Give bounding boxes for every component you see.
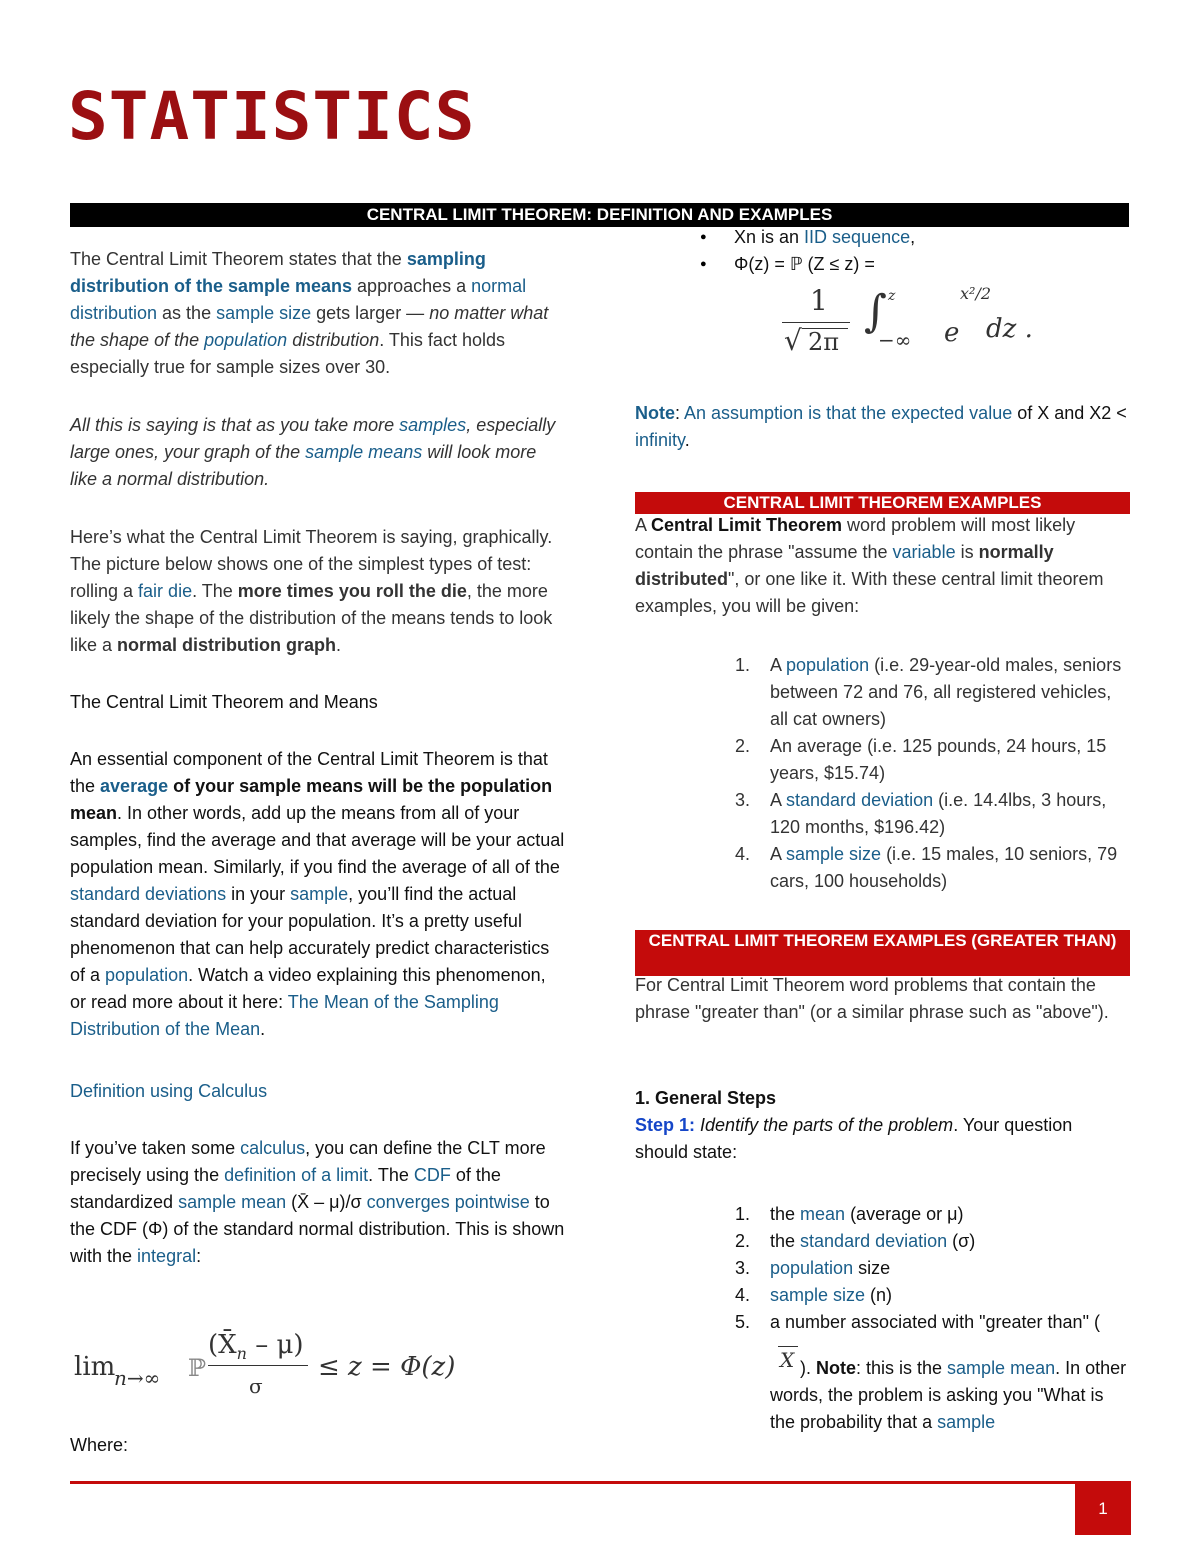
problem-parts-list bbox=[635, 1201, 1130, 1336]
link-samples[interactable]: samples bbox=[399, 415, 467, 435]
list-item bbox=[635, 1309, 1130, 1336]
item5-continuation bbox=[770, 1355, 1130, 1436]
subheading-calculus: Definition using Calculus bbox=[70, 1081, 268, 1101]
text: , the more likely the shape of the distribution of the means tends to look like a bbox=[70, 581, 553, 655]
link-converges-pointwise[interactable]: converges pointwise bbox=[366, 1192, 530, 1212]
examples-intro bbox=[635, 512, 1130, 620]
text: to the CDF (Φ) of the standard normal distribution. This is shown with the bbox=[70, 1192, 565, 1266]
text: (X̄ – μ)/σ bbox=[286, 1192, 367, 1212]
text: normally distributed bbox=[635, 542, 1054, 589]
clt-limit-formula bbox=[74, 1330, 494, 1410]
text: will look more like a normal distribution. bbox=[70, 442, 537, 489]
step1-paragraph bbox=[635, 1112, 1130, 1166]
link-sample[interactable]: sample bbox=[290, 884, 349, 904]
greater-than-intro: For Central Limit Theorem word problems that contain the phrase "greater than" (or a similar phrase such as "above"). bbox=[635, 975, 1109, 1022]
list-number: 1. bbox=[735, 1204, 751, 1224]
formula-fraction-line bbox=[208, 1365, 308, 1366]
note-paragraph bbox=[635, 400, 1130, 454]
text: . In other words, the problem is asking you "What is the probability that a bbox=[770, 1358, 1127, 1432]
integral-e: e bbox=[944, 318, 960, 348]
text: : bbox=[196, 1246, 202, 1266]
link-population-size[interactable]: population bbox=[770, 1258, 854, 1278]
text: size bbox=[853, 1258, 891, 1278]
list-item bbox=[635, 787, 1130, 841]
text: no matter what the shape of the bbox=[70, 303, 549, 350]
paragraph-explanation bbox=[70, 412, 566, 493]
text: A bbox=[635, 515, 652, 535]
integral-sign-icon: ∫ bbox=[864, 286, 887, 337]
text: normal distribution graph bbox=[117, 635, 337, 655]
text: : bbox=[675, 403, 685, 423]
text: (i.e. 29-year-old males, seniors between 72 and 76, all registered vehicles, all cat owners) bbox=[770, 655, 1122, 729]
link-population-2[interactable]: population bbox=[105, 965, 189, 985]
general-steps-heading: 1. General Steps bbox=[635, 1088, 777, 1108]
list-number: 3. bbox=[735, 1258, 751, 1278]
text: If you’ve taken some bbox=[70, 1138, 241, 1158]
list-item bbox=[635, 1255, 1130, 1282]
section-header-bar: CENTRAL LIMIT THEOREM: DEFINITION AND EXAMPLES bbox=[70, 203, 1129, 227]
list-number: 3. bbox=[735, 790, 751, 810]
text: . The bbox=[192, 581, 238, 601]
link-variable[interactable]: variable bbox=[892, 542, 956, 562]
formula-num-sub: n bbox=[236, 1344, 247, 1364]
text: A bbox=[770, 655, 787, 675]
document-title: STATISTICS bbox=[68, 78, 476, 155]
step1-label: Step 1: bbox=[635, 1115, 696, 1135]
link-normal-distribution[interactable]: normal distribution bbox=[70, 276, 527, 323]
list-item bbox=[635, 1282, 1130, 1309]
text: ). bbox=[800, 1358, 816, 1378]
text: . bbox=[336, 635, 342, 655]
link-sample-means[interactable]: sample means bbox=[305, 442, 423, 462]
text: ", or one like it. With these central limit theorem examples, you will be given: bbox=[635, 569, 1104, 616]
text: Identify the parts of the problem bbox=[700, 1115, 954, 1135]
sqrt-icon: √ bbox=[784, 324, 802, 357]
paragraph-graphically bbox=[70, 524, 566, 659]
link-population-list[interactable]: population bbox=[786, 655, 870, 675]
link-sample-mean-2[interactable]: sample mean bbox=[947, 1358, 1056, 1378]
list-number: 4. bbox=[735, 1285, 751, 1305]
text: gets larger — bbox=[311, 303, 430, 323]
text: Φ(z) = ℙ (Z ≤ z) = bbox=[734, 254, 875, 274]
integral-one: 1 bbox=[810, 284, 828, 317]
formula-numerator bbox=[208, 1330, 304, 1363]
text: : this is the bbox=[856, 1358, 948, 1378]
text: the bbox=[770, 1204, 801, 1224]
text: . bbox=[684, 430, 690, 450]
xbar-bar bbox=[778, 1346, 798, 1347]
link-calculus[interactable]: calculus bbox=[240, 1138, 306, 1158]
text: A bbox=[770, 790, 787, 810]
left-column bbox=[70, 246, 566, 1270]
text: . In other words, add up the means from all of your samples, find the average and that average will be your actual population mean. Similarly, if you find the average of all of the bbox=[70, 803, 565, 877]
text: (i.e. 15 males, 10 seniors, 79 cars, 100 households) bbox=[770, 844, 1118, 891]
paragraph-means bbox=[70, 746, 566, 1043]
list-item bbox=[635, 733, 1130, 787]
formula-prob: ℙ bbox=[188, 1354, 207, 1382]
formula-rhs: ≤ z = Φ(z) bbox=[318, 1352, 456, 1382]
note-label: Note bbox=[635, 403, 675, 423]
text: An average (i.e. 125 pounds, 24 hours, 15 years, $15.74) bbox=[770, 736, 1107, 783]
link-sample-size-list[interactable]: sample size bbox=[786, 844, 882, 864]
text: , bbox=[910, 227, 916, 247]
integral-upper: z bbox=[888, 288, 896, 304]
xbar-letter: X bbox=[780, 1348, 795, 1372]
list-item bbox=[635, 1201, 1130, 1228]
paragraph-intro bbox=[70, 246, 566, 381]
text: of X and X2 < bbox=[1012, 403, 1127, 423]
formula-denominator: σ bbox=[249, 1374, 263, 1398]
link-mean-sampling-distribution[interactable]: The Mean of the Sampling Distribution of the Mean bbox=[70, 992, 499, 1039]
examples-header-bar: CENTRAL LIMIT THEOREM EXAMPLES bbox=[635, 492, 1130, 514]
text: , you can define the CLT more precisely using the bbox=[70, 1138, 546, 1185]
list-number: 4. bbox=[735, 844, 751, 864]
text: word problem will most likely contain the phrase "assume the bbox=[635, 515, 1076, 562]
link-cdf[interactable]: CDF bbox=[413, 1165, 451, 1185]
list-number: 5. bbox=[735, 1312, 751, 1332]
formula-num-text: (X̄ bbox=[208, 1330, 237, 1360]
list-item bbox=[635, 1228, 1130, 1255]
text: the bbox=[770, 1231, 801, 1251]
text: (average or μ) bbox=[845, 1204, 964, 1224]
right-bullets bbox=[700, 224, 1130, 278]
link-mean[interactable]: mean bbox=[800, 1204, 846, 1224]
text: (σ) bbox=[947, 1231, 976, 1251]
link-integral[interactable]: integral bbox=[137, 1246, 197, 1266]
formula-num-tail: – μ) bbox=[246, 1330, 304, 1360]
text: An essential component of the Central Limit Theorem is that the bbox=[70, 749, 548, 796]
link-sample-size-2[interactable]: sample size bbox=[770, 1285, 866, 1305]
link-iid-sequence[interactable]: IID sequence bbox=[804, 227, 911, 247]
link-standard-deviations[interactable]: standard deviations bbox=[70, 884, 227, 904]
integral-exponent: x²/2 bbox=[960, 284, 992, 303]
list-number: 1. bbox=[735, 655, 751, 675]
bullet-phi bbox=[664, 251, 1130, 278]
text: Note bbox=[816, 1358, 856, 1378]
text: Central Limit Theorem bbox=[651, 515, 843, 535]
list-number: 2. bbox=[735, 736, 751, 756]
link-average[interactable]: average bbox=[100, 776, 169, 796]
phi-integral-formula bbox=[782, 284, 1062, 364]
text: (n) bbox=[865, 1285, 893, 1305]
link-sampling-distribution[interactable]: sampling distribution of the sample means bbox=[70, 249, 486, 296]
link-sample-2[interactable]: sample bbox=[937, 1412, 996, 1432]
text: approaches a bbox=[352, 276, 472, 296]
link-expected-value[interactable]: An assumption is that the expected value bbox=[684, 403, 1013, 423]
text: of the standardized bbox=[70, 1165, 501, 1212]
text: in your bbox=[226, 884, 291, 904]
list-item bbox=[635, 841, 1130, 895]
list-number: 2. bbox=[735, 1231, 751, 1251]
text: . Your question should state: bbox=[635, 1115, 1073, 1162]
text: A bbox=[770, 844, 787, 864]
paragraph-calculus bbox=[70, 1135, 566, 1270]
formula-lim: lim bbox=[74, 1352, 116, 1382]
text: Xn is an bbox=[734, 227, 805, 247]
formula-lim-sub: n→∞ bbox=[114, 1366, 161, 1390]
integral-fraction-line bbox=[782, 322, 850, 323]
link-sample-mean[interactable]: sample mean bbox=[178, 1192, 287, 1212]
link-fair-die[interactable]: fair die bbox=[138, 581, 193, 601]
link-population[interactable]: population bbox=[204, 330, 288, 350]
link-definition-limit[interactable]: definition of a limit bbox=[224, 1165, 369, 1185]
link-infinity[interactable]: infinity bbox=[635, 430, 685, 450]
subheading-means: The Central Limit Theorem and Means bbox=[70, 692, 378, 712]
footer-divider bbox=[70, 1481, 1131, 1484]
text: of your sample means will be the population mean bbox=[70, 776, 553, 823]
text: , especially large ones, your graph of the bbox=[70, 415, 556, 462]
text: distribution bbox=[287, 330, 380, 350]
integral-lower: −∞ bbox=[878, 328, 912, 352]
text: . bbox=[260, 1019, 266, 1039]
integral-dz: dz . bbox=[986, 314, 1033, 344]
text: as the bbox=[157, 303, 217, 323]
text: All this is saying is that as you take more bbox=[70, 415, 400, 435]
text: , you’ll find the actual standard deviation for your population. It’s a pretty useful phenomenon that can help accurately predict characteristics of a bbox=[70, 884, 550, 985]
where-label: Where: bbox=[70, 1435, 129, 1455]
text: a number associated with "greater than" ( bbox=[770, 1312, 1100, 1332]
text: . Watch a video explaining this phenomenon, or read more about it here: bbox=[70, 965, 546, 1012]
link-standard-deviation-2[interactable]: standard deviation bbox=[800, 1231, 948, 1251]
given-list bbox=[635, 652, 1130, 895]
text: (i.e. 14.4lbs, 3 hours, 120 months, $196.42) bbox=[770, 790, 1107, 837]
list-item bbox=[635, 652, 1130, 733]
text: . The bbox=[368, 1165, 414, 1185]
text: more times you roll the die bbox=[237, 581, 467, 601]
link-sample-size[interactable]: sample size bbox=[216, 303, 312, 323]
text: . This fact holds especially true for sample sizes over 30. bbox=[70, 330, 505, 377]
text: The Central Limit Theorem states that the bbox=[70, 249, 407, 269]
page-number: 1 bbox=[1075, 1483, 1131, 1535]
greater-than-header-bar: CENTRAL LIMIT THEOREM EXAMPLES (GREATER THAN) bbox=[635, 930, 1130, 976]
integral-sqrt-arg: 2π bbox=[808, 328, 840, 356]
link-standard-deviation-list[interactable]: standard deviation bbox=[786, 790, 934, 810]
bullet-iid bbox=[664, 224, 1130, 251]
text: Here’s what the Central Limit Theorem is saying, graphically. The picture below shows one of the simplest types of test: rolling a bbox=[70, 527, 553, 601]
text: is bbox=[955, 542, 979, 562]
